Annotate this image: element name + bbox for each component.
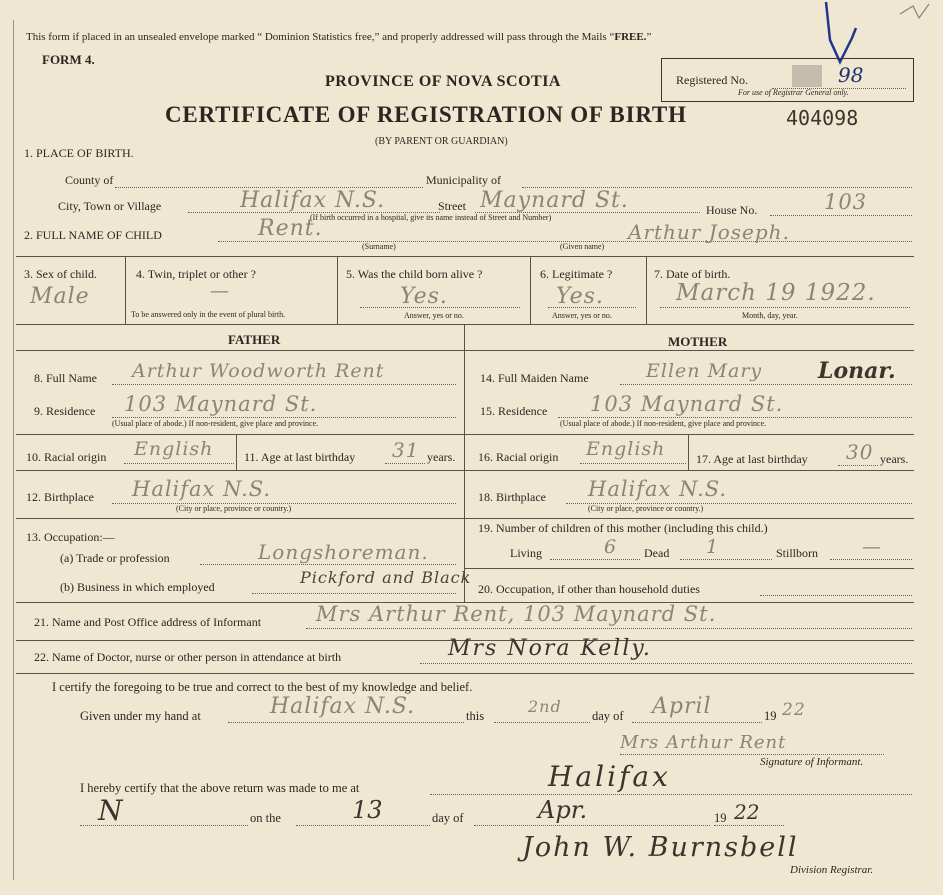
given-year-prefix: 19 xyxy=(764,709,777,723)
father-business-label: (b) Business in which employed xyxy=(60,580,215,594)
mother-racial-value: English xyxy=(586,438,666,460)
mother-years-label: years. xyxy=(880,452,909,466)
row3-top-rule xyxy=(16,256,914,257)
city-label: City, Town or Village xyxy=(58,199,162,213)
legitimate-note: Answer, yes or no. xyxy=(552,311,612,320)
mother-age-value: 30 xyxy=(846,440,874,464)
rule xyxy=(16,434,464,435)
registrar-signature: John W. Burnsbell xyxy=(522,832,799,863)
father-birthplace-value: Halifax N.S. xyxy=(132,477,272,501)
living-label: Living xyxy=(510,546,542,560)
registrar-caption: Division Registrar. xyxy=(790,864,874,876)
mother-residence-label: 15. Residence xyxy=(480,404,548,418)
stillborn-label: Stillborn xyxy=(776,546,819,560)
alive-label: 5. Was the child born alive ? xyxy=(346,267,483,281)
registrar-year-value: 22 xyxy=(734,800,760,824)
attendant-value: Mrs Nora Kelly. xyxy=(448,636,652,661)
rule xyxy=(16,350,914,351)
father-mother-divider xyxy=(464,324,465,602)
registrar-day-of-label: day of xyxy=(432,811,464,825)
mother-name-value: Ellen Mary xyxy=(646,360,763,382)
divider xyxy=(236,434,237,470)
given-day-value: 2nd xyxy=(528,697,562,716)
rule xyxy=(464,434,914,435)
father-occupation-label: 13. Occupation:— xyxy=(26,530,115,544)
mother-birthplace-label: 18. Birthplace xyxy=(478,490,546,504)
sex-label: 3. Sex of child. xyxy=(24,267,97,281)
child-surname: Rent. xyxy=(258,216,323,241)
father-residence-label: 9. Residence xyxy=(34,404,96,418)
city-value: Halifax N.S. xyxy=(240,188,386,213)
divider xyxy=(337,256,338,324)
registrar-day-value: 13 xyxy=(352,796,383,824)
alive-value: Yes. xyxy=(400,284,448,309)
date-label: 7. Date of birth. xyxy=(654,267,731,281)
document-subtitle: (BY PARENT OR GUARDIAN) xyxy=(375,136,508,147)
registered-label: Registered No. xyxy=(676,73,748,87)
divider xyxy=(646,256,647,324)
child-name-label: 2. FULL NAME OF CHILD xyxy=(24,228,162,242)
surname-caption: (Surname) xyxy=(362,242,396,251)
father-years-label: years. xyxy=(427,450,456,464)
municipality-label: Municipality of xyxy=(426,173,501,187)
blue-pen-mark xyxy=(818,0,868,80)
registered-box xyxy=(661,58,914,102)
dead-label: Dead xyxy=(644,546,670,560)
given-caption: (Given name) xyxy=(560,242,605,251)
mother-residence-note: (Usual place of abode.) If non-resident, give place and province. xyxy=(560,419,767,428)
mother-racial-label: 16. Racial origin xyxy=(478,450,559,464)
father-racial-label: 10. Racial origin xyxy=(26,450,107,464)
on-the-label: on the xyxy=(250,811,281,825)
father-birthplace-label: 12. Birthplace xyxy=(26,490,94,504)
given-label: Given under my hand at xyxy=(80,709,201,723)
father-age-label: 11. Age at last birthday xyxy=(244,450,356,464)
registrar-initial-mark: N xyxy=(98,794,123,827)
registrar-statement: I hereby certify that the above return was made to me at xyxy=(80,781,360,795)
legitimate-label: 6. Legitimate ? xyxy=(540,267,613,281)
divider xyxy=(688,434,689,470)
this-label: this xyxy=(466,709,485,723)
mother-children-label: 19. Number of children of this mother (including this child.) xyxy=(478,521,768,535)
father-age-value: 31 xyxy=(392,438,420,462)
legitimate-value: Yes. xyxy=(556,284,604,309)
rule xyxy=(16,470,464,471)
document-title: CERTIFICATE OF REGISTRATION OF BIRTH xyxy=(165,102,687,127)
rule xyxy=(464,518,914,519)
house-label: House No. xyxy=(706,203,758,217)
twin-note: To be answered only in the event of plural birth. xyxy=(131,310,286,319)
row3-bottom-rule xyxy=(16,324,914,325)
living-value: 6 xyxy=(604,536,618,558)
informant-signature: Mrs Arthur Rent xyxy=(620,732,787,753)
rule xyxy=(16,673,914,674)
stillborn-value: — xyxy=(862,536,882,558)
dead-value: 1 xyxy=(706,536,720,558)
informant-value: Mrs Arthur Rent, 103 Maynard St. xyxy=(316,602,717,626)
place-of-birth-heading: 1. PLACE OF BIRTH. xyxy=(24,146,134,160)
day-of-label: day of xyxy=(592,709,624,723)
father-name-label: 8. Full Name xyxy=(34,371,97,385)
date-value: March 19 1922. xyxy=(676,280,876,306)
father-residence-note: (Usual place of abode.) If non-resident, give place and province. xyxy=(112,419,319,428)
mother-occupation-label: 20. Occupation, if other than household duties xyxy=(478,582,700,596)
rule xyxy=(16,518,464,519)
given-place-value: Halifax N.S. xyxy=(270,694,416,719)
certify-statement: I certify the foregoing to be true and correct to the best of my knowledge and belief. xyxy=(52,680,473,694)
registered-number: 98 xyxy=(838,63,864,87)
father-trade-value: Longshoreman. xyxy=(258,540,429,564)
attendant-label: 22. Name of Doctor, nurse or other person in attendance at birth xyxy=(34,650,342,664)
father-name-value: Arthur Woodworth Rent xyxy=(132,360,385,382)
mother-age-label: 17. Age at last birthday xyxy=(696,452,808,466)
informant-label: 21. Name and Post Office address of Informant xyxy=(34,615,262,629)
registrar-month-value: Apr. xyxy=(538,796,588,824)
registrar-note: For use of Registrar General only. xyxy=(738,88,849,97)
house-value: 103 xyxy=(824,190,868,214)
mother-residence-value: 103 Maynard St. xyxy=(590,392,784,416)
hospital-note: (If birth occurred in a hospital, give its name instead of Street and Number) xyxy=(310,213,552,222)
mother-birthplace-value: Halifax N.S. xyxy=(588,477,728,501)
street-value: Maynard St. xyxy=(480,188,629,213)
mother-heading: MOTHER xyxy=(668,334,728,349)
county-label: County of xyxy=(65,173,114,187)
twin-label: 4. Twin, triplet or other ? xyxy=(136,267,256,281)
father-business-value: Pickford and Black xyxy=(300,568,472,587)
postal-notice: This form if placed in an unsealed envelope marked “ Dominion Statistics free,” and properly addressed will pass through the Mails “FREE.” xyxy=(26,31,652,43)
twin-value: — xyxy=(210,280,230,302)
rule xyxy=(464,568,914,569)
form-number: FORM 4. xyxy=(42,52,95,67)
rule xyxy=(464,470,914,471)
registrar-year-prefix: 19 xyxy=(714,811,727,825)
divider xyxy=(125,256,126,324)
father-trade-label: (a) Trade or profession xyxy=(60,551,170,565)
stamp-number: 404098 xyxy=(786,106,859,130)
child-given-name: Arthur Joseph. xyxy=(628,220,790,244)
margin-rule xyxy=(13,20,14,880)
father-birthplace-note: (City or place, province or country.) xyxy=(176,504,292,513)
given-year-value: 22 xyxy=(782,700,806,720)
mother-name-label: 14. Full Maiden Name xyxy=(480,371,589,385)
given-month-value: April xyxy=(652,694,712,719)
sex-value: Male xyxy=(30,284,90,309)
informant-signature-caption: Signature of Informant. xyxy=(760,756,864,768)
father-heading: FATHER xyxy=(228,332,281,347)
mother-birthplace-note: (City or place, province or country.) xyxy=(588,504,704,513)
alive-note: Answer, yes or no. xyxy=(404,311,464,320)
registrar-place-value: Halifax xyxy=(548,760,671,793)
province-heading: PROVINCE OF NOVA SCOTIA xyxy=(325,73,561,90)
father-racial-value: English xyxy=(134,438,214,460)
street-label: Street xyxy=(438,199,466,213)
father-residence-value: 103 Maynard St. xyxy=(124,392,318,416)
corner-pencil-mark xyxy=(895,0,935,25)
mother-maiden-surname: Lonar. xyxy=(818,358,896,384)
divider xyxy=(530,256,531,324)
date-note: Month, day, year. xyxy=(742,311,798,320)
